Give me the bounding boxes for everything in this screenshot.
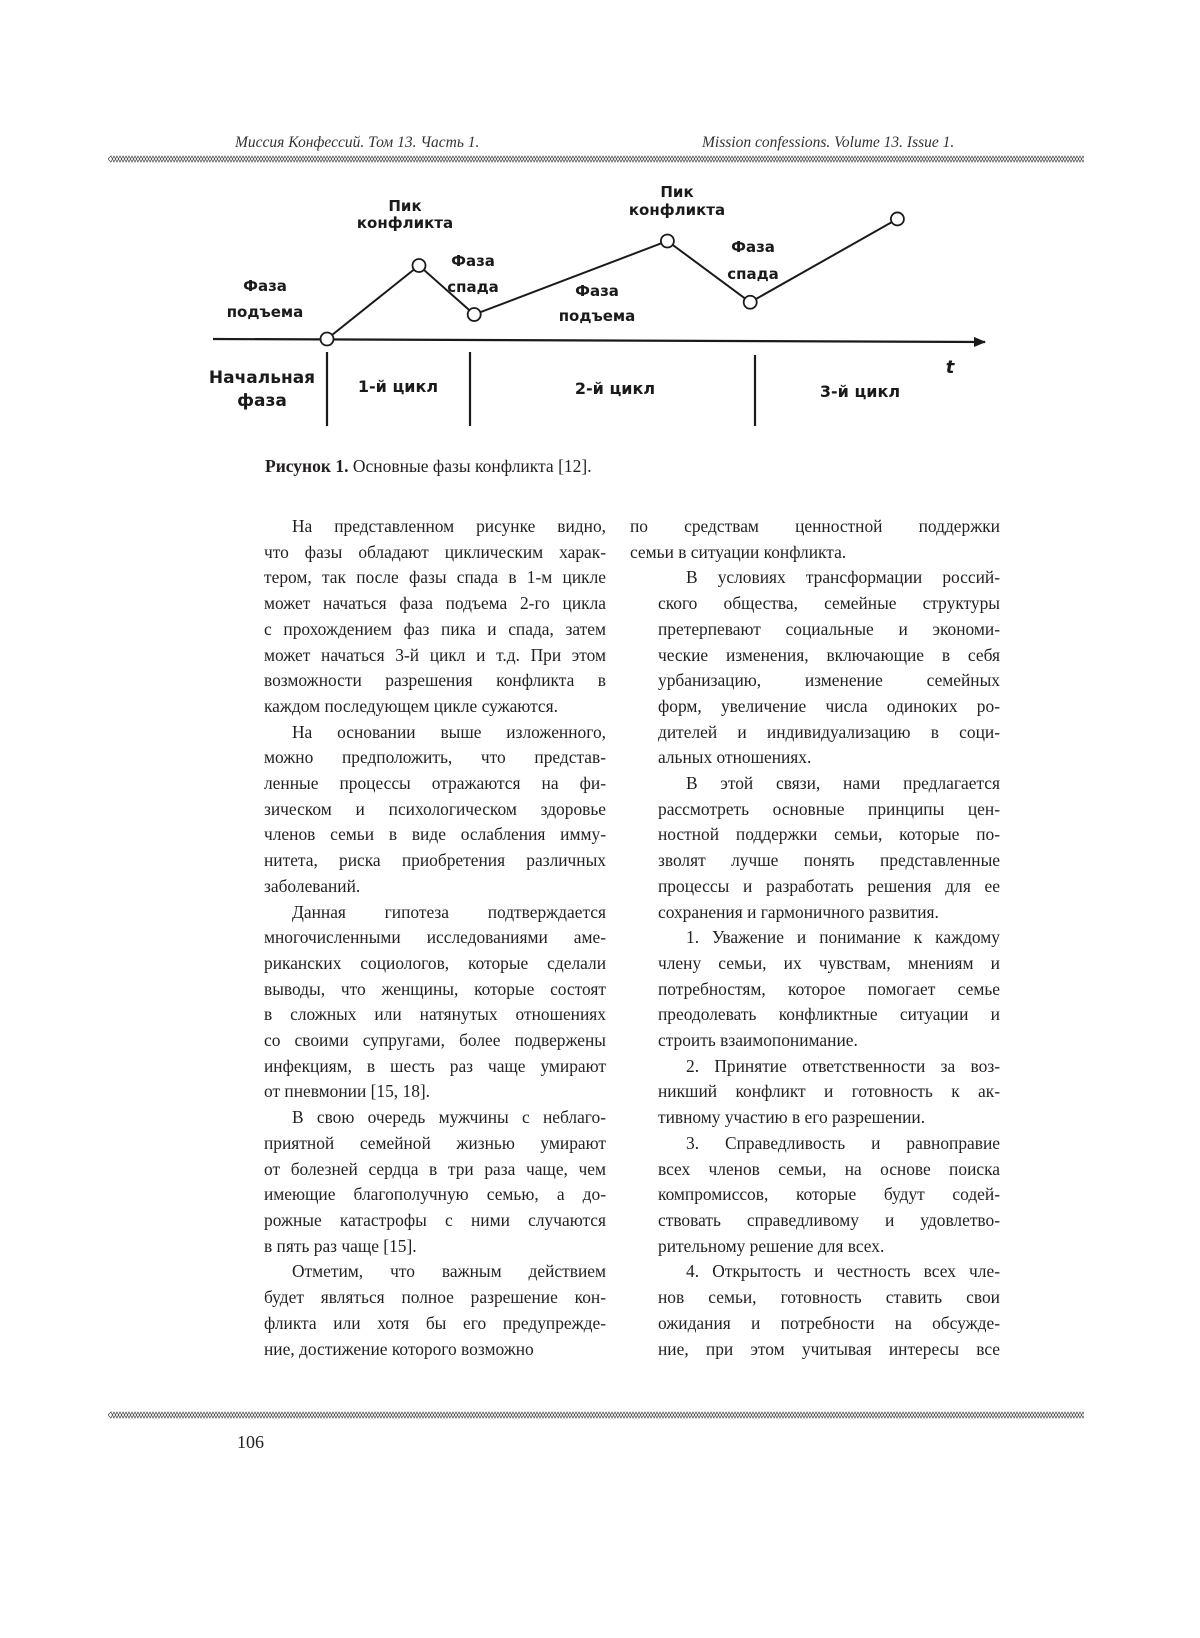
- label-fall-2-line2: спада: [727, 265, 779, 283]
- paragraph: [236, 1105, 606, 1259]
- data-point-4: [661, 235, 674, 248]
- paragraph: [236, 514, 606, 720]
- text-line: имеющие благополучную семью, а до-: [264, 1184, 606, 1205]
- label-peak-2-line1: Пик: [660, 183, 694, 201]
- text-line: 2. Принятие ответственности за воз-: [686, 1055, 1000, 1076]
- text-line: нитета, риска приобретения различных: [264, 850, 606, 871]
- label-rise-1-line1: Фаза: [243, 277, 287, 295]
- paragraph: [630, 771, 1000, 925]
- text-line: 3. Справедливость и равноправие: [686, 1132, 1000, 1153]
- text-line: фликта или хотя бы его предупрежде-: [264, 1312, 606, 1333]
- text-line: тером, так после фазы спада в 1-м цикле: [264, 567, 606, 588]
- text-line: На представленном рисунке видно,: [292, 516, 606, 536]
- label-peak-1-line2: конфликта: [356, 214, 454, 232]
- running-header: [0, 130, 1200, 150]
- label-fall-1-line2: спада: [447, 278, 499, 296]
- text-line: может начаться фаза подъема 2-го цикла: [264, 593, 606, 614]
- text-line: ние, при этом учитывая интересы все: [658, 1338, 1000, 1359]
- header-journal-ru: Миссия Конфессий. Том 13. Часть 1.: [235, 134, 480, 151]
- paragraph: [630, 514, 1000, 565]
- label-fall-1-line1: Фаза: [451, 252, 495, 270]
- text-line: ческие изменения, включающие в себя: [658, 644, 1000, 665]
- text-line: заболеваний.: [264, 875, 361, 896]
- text-line: дителей и индивидуализацию в соци-: [658, 721, 1000, 742]
- text-line: всех членов семьи, на основе поиска: [658, 1158, 1000, 1179]
- text-line: члену семьи, их чувствам, мнениям и: [658, 952, 1000, 973]
- page-number: 106: [237, 1432, 264, 1452]
- label-initial-phase-line1: Начальная: [208, 368, 316, 388]
- text-line: по средствам ценностной поддержки: [630, 516, 1000, 536]
- axis-label-t: t: [945, 357, 955, 378]
- paragraph: [630, 925, 1000, 1054]
- text-line: процессы и разработать решения для ее: [658, 875, 1000, 896]
- label-rise-2-line1: Фаза: [575, 282, 619, 300]
- data-point-2: [413, 259, 426, 272]
- text-line: нов семьи, готовность ставить свои: [658, 1287, 1000, 1308]
- decorative-border-top: [108, 155, 1084, 163]
- data-point-6: [891, 212, 904, 225]
- text-line: многочисленными исследованиями аме-: [264, 927, 606, 948]
- paragraph: [236, 720, 606, 900]
- text-line: приятной семейной жизнью умирают: [264, 1132, 606, 1153]
- paragraph: [630, 1131, 1000, 1260]
- text-line: с прохождением фаз пика и спада, затем: [264, 618, 606, 639]
- text-line: семьи в ситуации конфликта.: [630, 541, 847, 562]
- text-line: строить взаимопонимание.: [658, 1030, 858, 1051]
- label-rise-2-line2: подъема: [558, 307, 636, 325]
- text-line: в пять раз чаще [15].: [264, 1235, 417, 1256]
- label-cycle-3: 3-й цикл: [819, 382, 901, 401]
- text-line: зическом и психологическом здоровье: [264, 798, 606, 819]
- text-line: ностной поддержки семьи, которые по-: [658, 824, 1000, 845]
- data-point-1: [321, 333, 334, 346]
- text-line: членов семьи в виде ослабления имму-: [264, 824, 606, 845]
- text-line: В условиях трансформации россий-: [686, 567, 1000, 588]
- text-line: может начаться 3-й цикл и т.д. При этом: [264, 644, 606, 665]
- text-line: никший конфликт и готовность к ак-: [658, 1081, 1000, 1102]
- text-line: В этой связи, нами предлагается: [686, 773, 1000, 794]
- text-line: ского общества, семейные структуры: [658, 593, 1000, 614]
- text-line: ствовать справедливому и удовлетво-: [658, 1209, 1000, 1230]
- conflict-phases-diagram: [205, 180, 1005, 445]
- text-line: каждом последующем цикле сужаются.: [264, 695, 558, 716]
- text-line: Данная гипотеза подтверждается: [292, 901, 606, 922]
- data-point-3: [468, 308, 481, 321]
- text-line: компромиссов, которые будут содей-: [658, 1184, 1000, 1205]
- text-line: в сложных или натянутых отношениях: [264, 1004, 606, 1025]
- text-column-right: [630, 514, 1000, 1362]
- text-line: ленные процессы отражаются на фи-: [264, 773, 606, 794]
- paragraph: [630, 1054, 1000, 1131]
- label-cycle-2: 2-й цикл: [574, 379, 656, 398]
- data-point-5: [744, 296, 757, 309]
- figure-caption-text: Основные фазы конфликта [12].: [348, 456, 592, 476]
- text-line: форм, увеличение числа одиноких ро-: [658, 695, 1000, 716]
- text-column-left: [236, 514, 606, 1362]
- text-line: рительному решение для всех.: [658, 1235, 885, 1256]
- text-line: преодолевать конфликтные ситуации и: [658, 1004, 1000, 1025]
- text-line: ние, достижение которого возможно: [264, 1338, 534, 1359]
- text-line: будет являться полное разрешение кон-: [264, 1287, 606, 1308]
- paragraph: [236, 1259, 606, 1362]
- figure-caption-label: Рисунок 1.: [265, 456, 349, 476]
- figure-caption: [265, 456, 592, 477]
- label-cycle-1: 1-й цикл: [357, 377, 439, 396]
- label-peak-1-line1: Пик: [388, 197, 422, 215]
- figure-conflict-phases: [205, 180, 1005, 445]
- text-line: тивному участию в его разрешении.: [658, 1107, 926, 1128]
- paragraph: [630, 565, 1000, 771]
- text-line: потребностям, которое помогает семье: [658, 978, 1000, 999]
- label-fall-2-line1: Фаза: [731, 238, 775, 256]
- text-line: сохранения и гармоничного развития.: [658, 901, 939, 922]
- paragraph: [630, 1259, 1000, 1362]
- label-peak-2-line2: конфликта: [628, 201, 726, 219]
- text-line: от пневмонии [15, 18].: [264, 1081, 431, 1102]
- text-line: претерпевают социальные и экономи-: [658, 618, 1000, 639]
- header-journal-en: Mission confessions. Volume 13. Issue 1.: [702, 134, 955, 151]
- text-line: 1. Уважение и понимание к каждому: [686, 927, 1000, 948]
- text-line: Отметим, что важным действием: [292, 1261, 606, 1282]
- label-initial-phase-line2: фаза: [237, 391, 287, 411]
- text-line: рассмотреть основные принципы цен-: [658, 798, 1000, 819]
- text-line: рожные катастрофы с ними случаются: [264, 1209, 606, 1230]
- text-line: можно предположить, что представ-: [264, 747, 606, 768]
- text-line: ожидания и потребности на обсужде-: [658, 1312, 1000, 1333]
- paragraph: [236, 900, 606, 1106]
- text-line: риканских социологов, которые сделали: [264, 952, 606, 973]
- text-line: 4. Открытость и честность всех чле-: [686, 1261, 1000, 1282]
- text-line: В свою очередь мужчины с неблаго-: [292, 1107, 606, 1128]
- text-line: что фазы обладают циклическим харак-: [264, 541, 606, 562]
- text-line: выводы, что женщины, которые состоят: [264, 978, 606, 999]
- text-line: от болезней сердца в три раза чаще, чем: [264, 1158, 606, 1179]
- text-line: возможности разрешения конфликта в: [264, 670, 606, 691]
- text-line: альных отношениях.: [658, 747, 812, 768]
- text-line: зволят лучше понять представленные: [658, 850, 1000, 871]
- text-line: На основании выше изложенного,: [292, 721, 606, 742]
- decorative-border-bottom: [108, 1411, 1084, 1419]
- text-line: инфекциям, в шесть раз чаще умирают: [264, 1055, 606, 1076]
- label-rise-1-line2: подъема: [226, 303, 304, 321]
- text-line: урбанизацию, изменение семейных: [658, 670, 1000, 691]
- text-line: со своими супругами, более подвержены: [264, 1030, 606, 1051]
